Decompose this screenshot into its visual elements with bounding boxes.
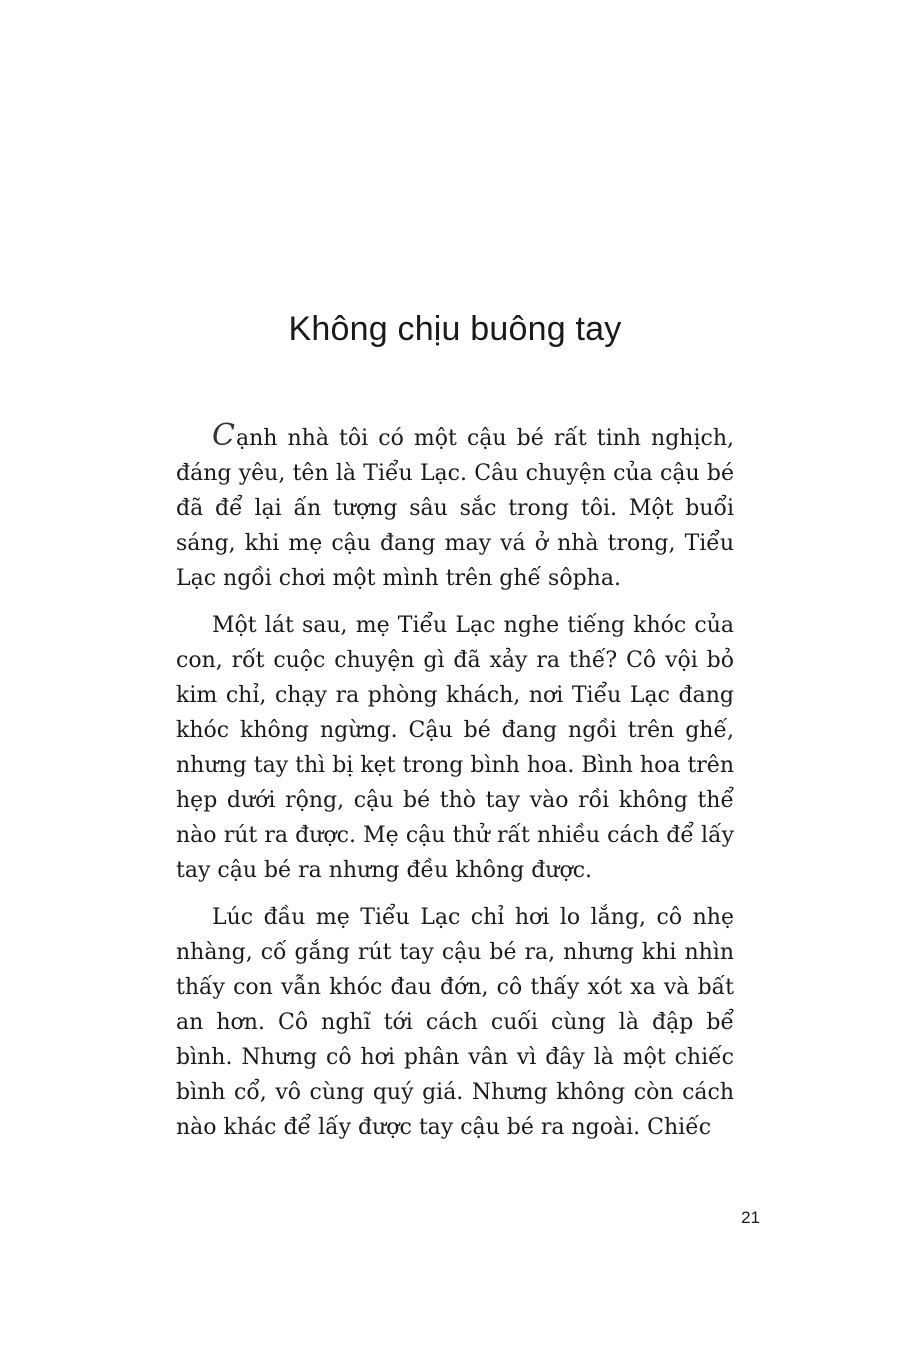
drop-cap: C	[212, 418, 235, 453]
page-number: 21	[741, 1208, 760, 1227]
paragraph-2: Một lát sau, mẹ Tiểu Lạc nghe tiếng khóc của con, rốt cuộc chuyện gì đã xảy ra thế? Cô vội bỏ kim chỉ, chạy ra phòng khách, nơi Tiểu Lạc đang khóc không ngừng. Cậu bé đang ngồi trên ghế, nhưng tay thì bị kẹt trong bình hoa. Bình hoa trên hẹp dưới rộng, cậu bé thò tay vào rồi không thể nào rút ra được. Mẹ cậu thử rất nhiều cách để lấy tay cậu bé ra nhưng đều không được.	[176, 613, 734, 883]
paragraph-1-text: ạnh nhà tôi có một cậu bé rất tinh nghịch, đáng yêu, tên là Tiểu Lạc. Câu chuyện của cậu bé đã để lại ấn tượng sâu sắc trong tôi. Một buổi sáng, khi mẹ cậu đang may vá ở nhà trong, Tiểu Lạc ngồi chơi một mình trên ghế sôpha.	[176, 426, 734, 591]
chapter-body	[176, 418, 734, 1157]
paragraph-1	[176, 418, 734, 596]
paragraph-3: Lúc đầu mẹ Tiểu Lạc chỉ hơi lo lắng, cô nhẹ nhàng, cố gắng rút tay cậu bé ra, nhưng khi nhìn thấy con vẫn khóc đau đớn, cô thấy xót xa và bất an hơn. Cô nghĩ tới cách cuối cùng là đập bể bình. Nhưng cô hơi phân vân vì đây là một chiếc bình cổ, vô cùng quý giá. Nhưng không còn cách nào khác để lấy được tay cậu bé ra ngoài. Chiếc	[176, 905, 734, 1140]
chapter-title: Không chịu buông tay	[288, 310, 622, 348]
